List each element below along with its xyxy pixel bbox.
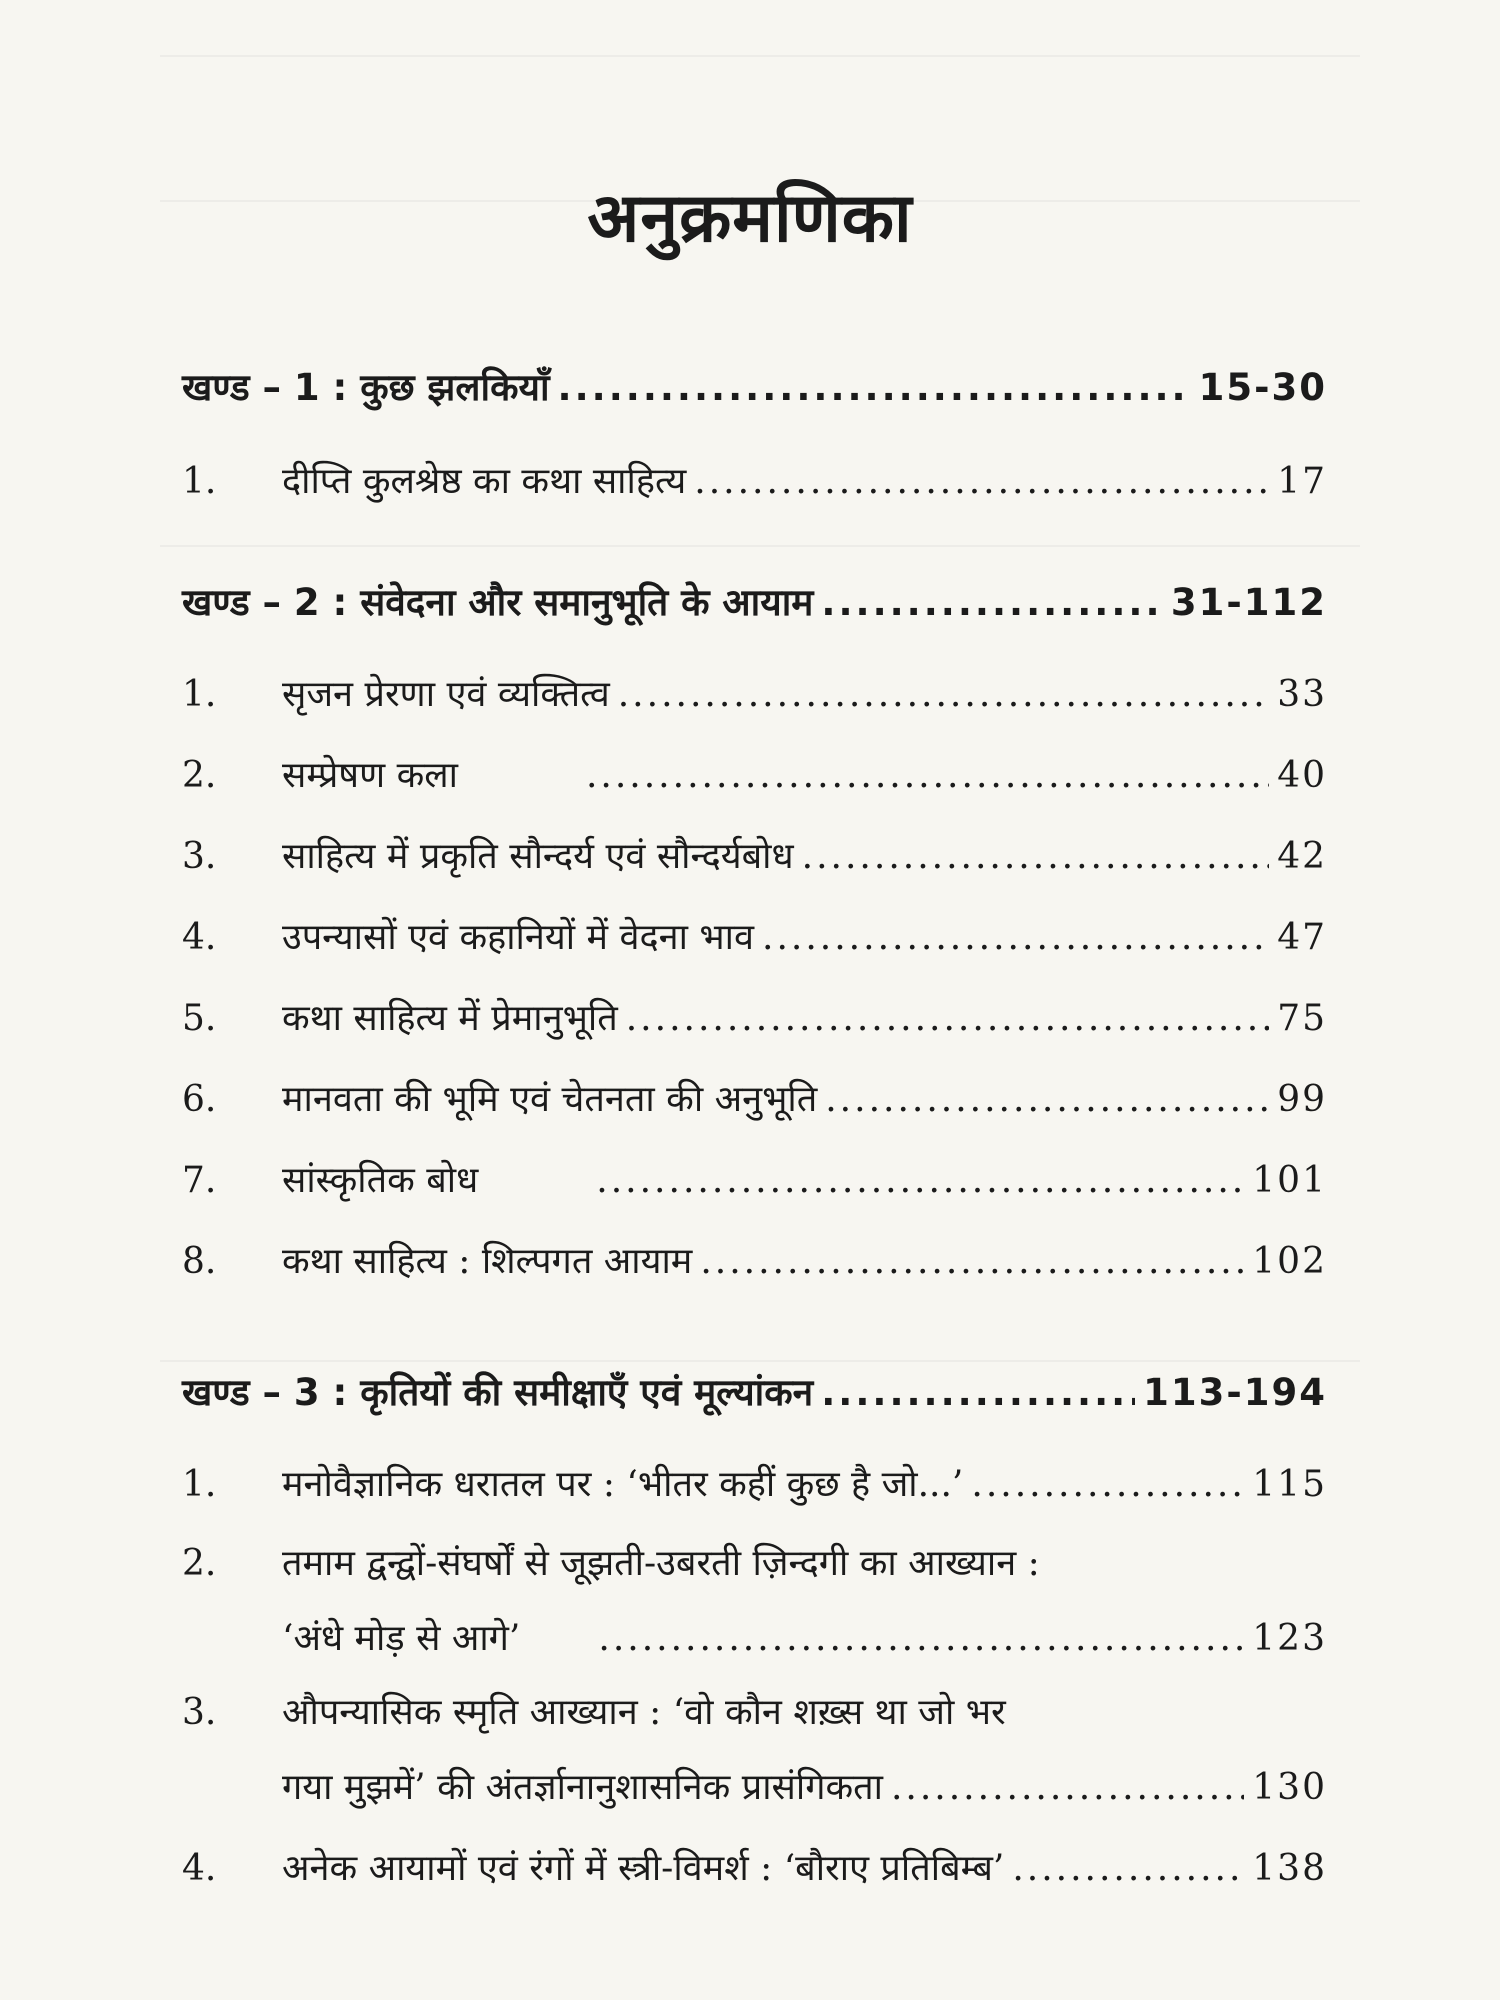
entry-title: कथा साहित्य : शिल्पगत आयाम	[282, 1241, 693, 1282]
entry-page: 99	[1277, 1079, 1327, 1120]
toc-entry[interactable]	[182, 992, 1327, 1041]
bleed-through-line	[160, 55, 1360, 57]
toc-entry[interactable]	[182, 1154, 1327, 1203]
leader-dots	[821, 581, 1163, 624]
leader-dots	[891, 1767, 1244, 1808]
toc-entry-continuation[interactable]	[182, 1761, 1327, 1810]
section-heading-2[interactable]	[182, 575, 1327, 626]
entry-number: 3.	[182, 1692, 217, 1733]
leader-dots	[1012, 1848, 1244, 1889]
entry-page: 102	[1252, 1241, 1327, 1282]
section-heading-1[interactable]	[182, 360, 1327, 411]
section-title: खण्ड – 2 : संवेदना और समानुभूति के आयाम	[182, 581, 814, 624]
section-title: खण्ड – 3 : कृतियों की समीक्षाएँ एवं मूल्यांकन	[182, 1371, 814, 1414]
entry-number: 8.	[182, 1241, 217, 1282]
leader-dots	[626, 998, 1269, 1039]
entry-page: 42	[1277, 836, 1327, 877]
entry-title: सृजन प्रेरणा एवं व्यक्तित्व	[282, 674, 610, 715]
entry-page: 47	[1277, 917, 1327, 958]
leader-dots	[618, 674, 1269, 715]
toc-entry[interactable]	[182, 830, 1327, 879]
leader-dots	[971, 1464, 1244, 1505]
bleed-through-line	[160, 545, 1360, 547]
section-page-range: 31-112	[1170, 581, 1327, 624]
entry-number: 6.	[182, 1079, 217, 1120]
toc-entry-continuation[interactable]	[182, 1612, 1327, 1661]
entry-page: 40	[1277, 755, 1327, 796]
toc-entry-first-line[interactable]	[182, 1537, 1327, 1586]
entry-page: 138	[1252, 1848, 1327, 1889]
toc-entry-first-line[interactable]	[182, 1686, 1327, 1735]
toc-entry[interactable]	[182, 911, 1327, 960]
entry-title-continued: गया मुझमें’ की अंतर्ज्ञानानुशासनिक प्रासंगिकता	[282, 1767, 883, 1808]
entry-number: 7.	[182, 1160, 217, 1201]
leader-dots	[694, 461, 1269, 502]
entry-page: 123	[1252, 1618, 1327, 1659]
toc-entry[interactable]	[182, 1842, 1327, 1891]
entry-title: कथा साहित्य में प्रेमानुभूति	[282, 998, 618, 1039]
entry-number: 2.	[182, 1543, 217, 1584]
entry-number: 1.	[182, 1464, 217, 1505]
leader-dots	[802, 836, 1270, 877]
entry-number: 1.	[182, 674, 217, 715]
entry-number: 3.	[182, 836, 217, 877]
section-page-range: 15-30	[1198, 366, 1327, 409]
section-page-range: 113-194	[1143, 1371, 1327, 1414]
entry-page: 75	[1277, 998, 1327, 1039]
entry-title: साहित्य में प्रकृति सौन्दर्य एवं सौन्दर्यबोध	[282, 836, 794, 877]
leader-dots	[762, 917, 1269, 958]
entry-title: अनेक आयामों एवं रंगों में स्त्री-विमर्श : ‘बौराए प्रतिबिम्ब’	[282, 1848, 1005, 1889]
leader-dots	[586, 755, 1269, 796]
entry-number: 1.	[182, 461, 217, 502]
toc-entry[interactable]	[182, 1235, 1327, 1284]
leader-dots	[596, 1160, 1244, 1201]
entry-page: 115	[1252, 1464, 1327, 1505]
entry-title-continued: ‘अंधे मोड़ से आगे’	[282, 1618, 521, 1659]
section-heading-3[interactable]	[182, 1365, 1327, 1416]
toc-entry[interactable]	[182, 668, 1327, 717]
leader-dots	[825, 1079, 1269, 1120]
page-title: अनुक्रमणिका	[587, 179, 913, 258]
bleed-through-line	[160, 1360, 1360, 1362]
entry-number: 5.	[182, 998, 217, 1039]
entry-title: तमाम द्वन्द्वों-संघर्षों से जूझती-उबरती ज़िन्दगी का आख्यान :	[282, 1543, 1040, 1584]
entry-page: 130	[1252, 1767, 1327, 1808]
entry-title: उपन्यासों एवं कहानियों में वेदना भाव	[282, 917, 755, 958]
entry-title: सम्प्रेषण कला	[282, 755, 458, 796]
leader-dots	[700, 1241, 1244, 1282]
entry-number: 4.	[182, 917, 217, 958]
entry-title: सांस्कृतिक बोध	[282, 1160, 479, 1201]
entry-page: 17	[1277, 461, 1327, 502]
leader-dots	[558, 366, 1191, 409]
entry-number: 4.	[182, 1848, 217, 1889]
entry-number: 2.	[182, 755, 217, 796]
toc-entry[interactable]	[182, 455, 1327, 504]
entry-page: 101	[1252, 1160, 1327, 1201]
leader-dots	[821, 1371, 1135, 1414]
leader-dots	[598, 1618, 1244, 1659]
toc-entry[interactable]	[182, 1458, 1327, 1507]
toc-entry[interactable]	[182, 749, 1327, 798]
entry-title: औपन्यासिक स्मृति आख्यान : ‘वो कौन शख़्स था जो भर	[282, 1692, 1006, 1733]
section-title: खण्ड – 1 : कुछ झलकियाँ	[182, 366, 550, 409]
entry-title: मनोवैज्ञानिक धरातल पर : ‘भीतर कहीं कुछ है जो...’	[282, 1464, 964, 1505]
entry-page: 33	[1277, 674, 1327, 715]
entry-title: दीप्ति कुलश्रेष्ठ का कथा साहित्य	[282, 461, 687, 502]
entry-title: मानवता की भूमि एवं चेतनता की अनुभूति	[282, 1079, 818, 1120]
toc-entry[interactable]	[182, 1073, 1327, 1122]
